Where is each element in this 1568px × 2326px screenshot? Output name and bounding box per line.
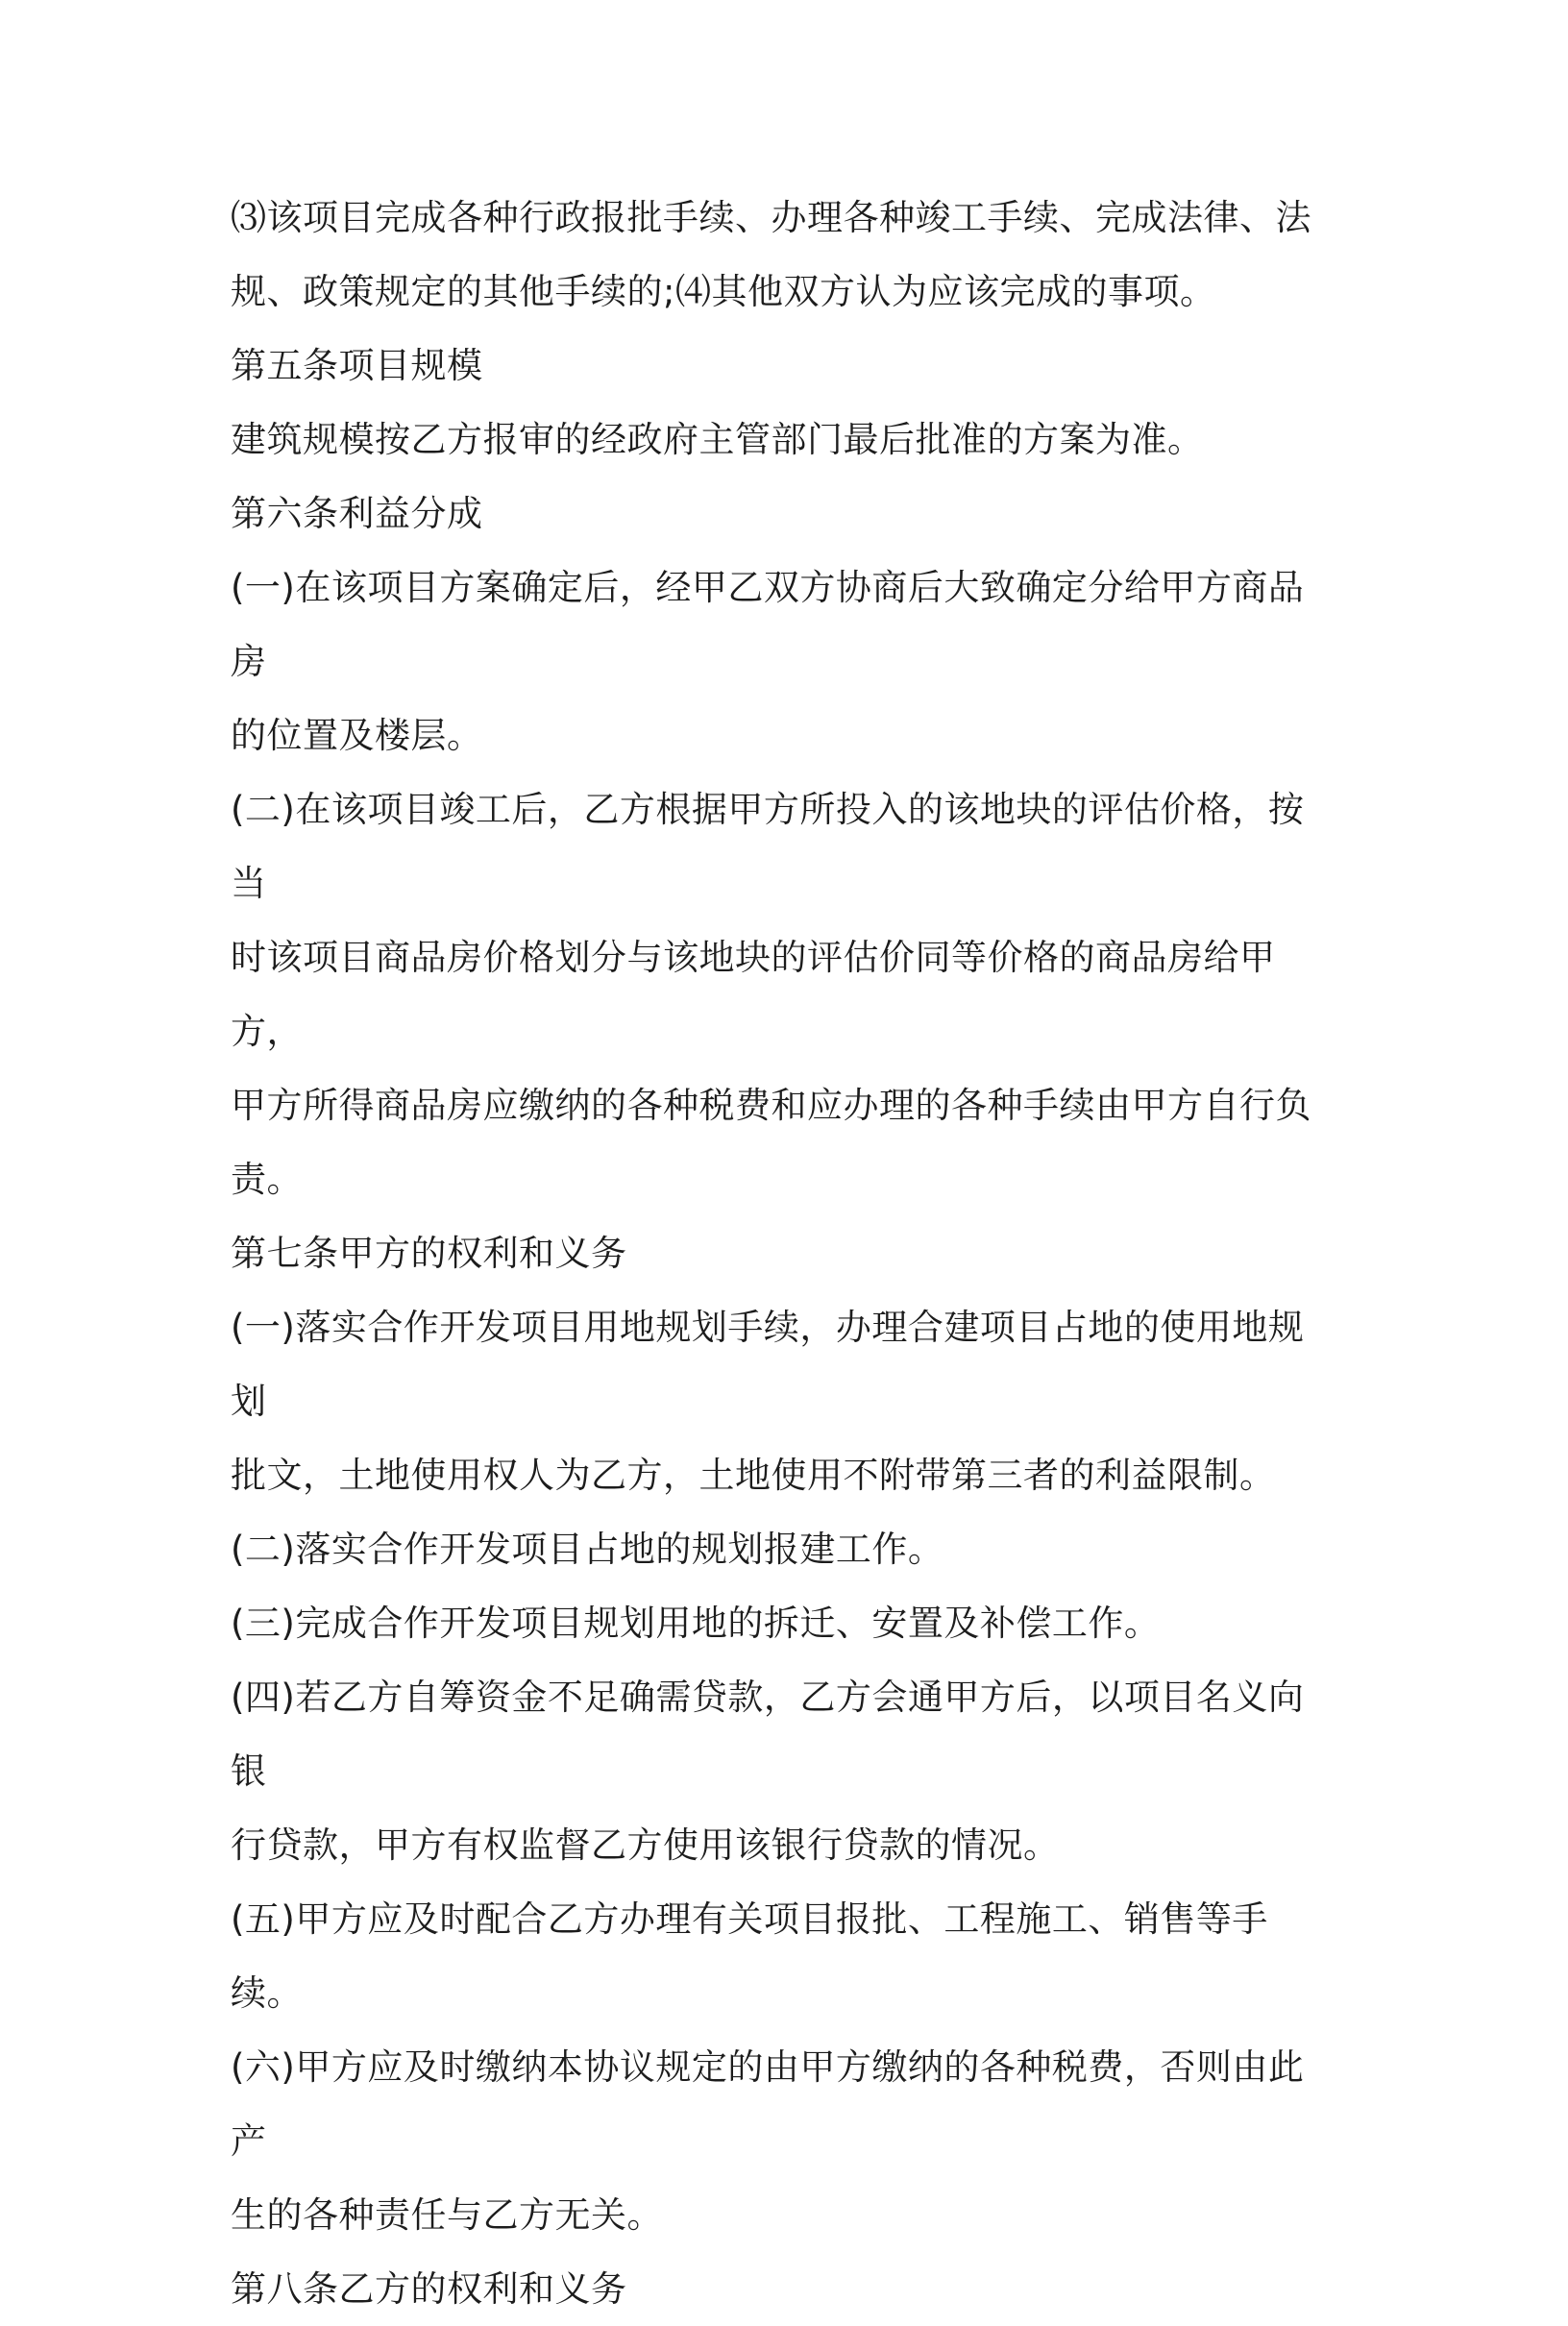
text-line: (二)落实合作开发项目占地的规划报建工作。 bbox=[231, 1529, 944, 1570]
section-heading: 第七条甲方的权利和义务 bbox=[231, 1233, 627, 1274]
text-line: (五)甲方应及时配合乙方办理有关项目报批、工程施工、销售等手续。 bbox=[231, 1898, 1268, 2014]
text-line: (一)落实合作开发项目用地规划手续，办理合建项目占地的使用地规划 bbox=[231, 1307, 1305, 1422]
text-line: (四)若乙方自筹资金不足确需贷款，乙方会通甲方后，以项目名义向银 bbox=[231, 1677, 1305, 1792]
section-heading: 第五条项目规模 bbox=[231, 345, 483, 386]
text-line: (六)甲方应及时缴纳本协议规定的由甲方缴纳的各种税费，否则由此产 bbox=[231, 2046, 1305, 2162]
text-line: 批文，土地使用权人为乙方，土地使用不附带第三者的利益限制。 bbox=[231, 1455, 1276, 1496]
text-line: 的位置及楼层。 bbox=[231, 715, 483, 756]
text-line: (三)完成合作开发项目规划用地的拆迁、安置及补偿工作。 bbox=[231, 1603, 1161, 1644]
section-heading: 第六条利益分成 bbox=[231, 493, 483, 534]
text-line: 时该项目商品房价格划分与该地块的评估价同等价格的商品房给甲方， bbox=[231, 937, 1276, 1052]
text-line: 行贷款，甲方有权监督乙方使用该银行贷款的情况。 bbox=[231, 1824, 1060, 1866]
text-line: 甲方所得商品房应缴纳的各种税费和应办理的各种手续由甲方自行负 bbox=[231, 1085, 1311, 1126]
text-line: 责。 bbox=[231, 1159, 303, 1200]
text-line: (一)在该项目方案确定后，经甲乙双方协商后大致确定分给甲方商品房 bbox=[231, 567, 1305, 682]
text-line: ⑶该项目完成各种行政报批手续、办理各种竣工手续、完成法律、法 bbox=[231, 197, 1311, 238]
section-heading: 第八条乙方的权利和义务 bbox=[231, 2268, 627, 2310]
text-line: (二)在该项目竣工后，乙方根据甲方所投入的该地块的评估价格，按当 bbox=[231, 789, 1305, 904]
document-body bbox=[231, 181, 1335, 2326]
text-line: 建筑规模按乙方报审的经政府主管部门最后批准的方案为准。 bbox=[231, 419, 1204, 460]
text-line: 生的各种责任与乙方无关。 bbox=[231, 2194, 663, 2236]
text-line: 规、政策规定的其他手续的;⑷其他双方认为应该完成的事项。 bbox=[231, 271, 1216, 312]
